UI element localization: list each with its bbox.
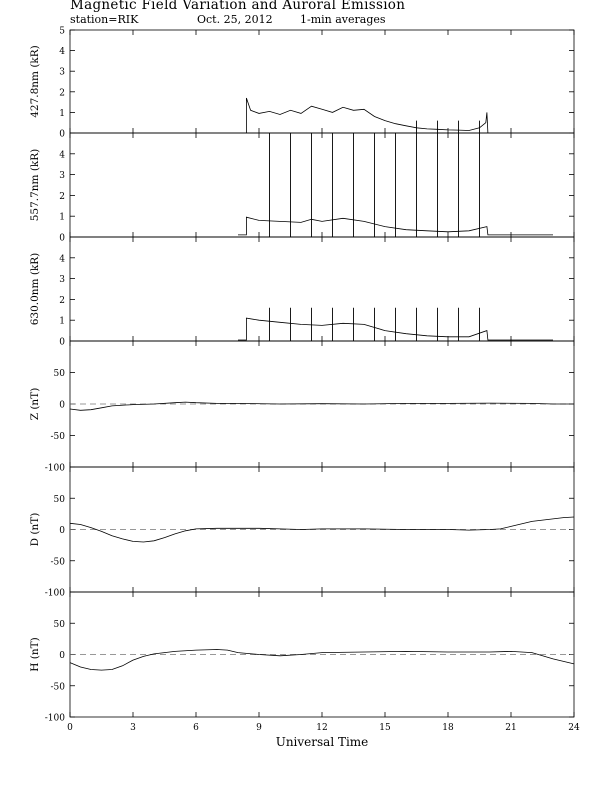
p4278-series-line <box>246 98 488 133</box>
p6300-ylabel: 630.0nm (kR) <box>29 252 41 326</box>
p4278-ytick-label: 5 <box>59 26 65 37</box>
pD-ytick-label: -100 <box>44 588 65 599</box>
p4278-frame <box>70 30 574 133</box>
xtick-label: 12 <box>316 723 328 733</box>
pH-ytick-label: 50 <box>53 619 65 630</box>
p4278-ytick-label: 3 <box>59 67 65 78</box>
pH-ytick-label: -50 <box>50 682 65 693</box>
xtick-label: 18 <box>442 723 454 733</box>
p4278-ytick-label: 1 <box>59 108 65 119</box>
p5577-ylabel: 557.7nm (kR) <box>29 148 41 222</box>
pZ-ytick-label: -50 <box>50 432 65 442</box>
p6300-ytick-label: 3 <box>59 275 65 286</box>
xtick-label: 15 <box>379 723 391 733</box>
xtick-label: 3 <box>130 723 136 733</box>
date-label: Oct. 25, 2012 <box>197 13 273 26</box>
pH-ylabel: H (nT) <box>29 637 41 672</box>
pZ-ylabel: Z (nT) <box>29 387 41 421</box>
p6300-ytick-label: 0 <box>59 337 65 348</box>
station-label: station=RIK <box>70 13 139 26</box>
p5577-ytick-label: 4 <box>59 150 65 161</box>
pZ-series-line <box>70 402 574 410</box>
averaging-label: 1-min averages <box>300 13 386 26</box>
p4278-ytick-label: 2 <box>59 88 65 99</box>
pZ-ytick-label: 0 <box>59 400 65 411</box>
p6300-ytick-label: 4 <box>59 254 65 265</box>
xtick-label: 21 <box>505 723 517 733</box>
pH-ytick-label: -100 <box>44 713 65 724</box>
pD-ytick-label: -50 <box>50 557 65 568</box>
pD-ytick-label: 0 <box>59 526 65 536</box>
xtick-label: 24 <box>568 723 580 733</box>
pH-series-line <box>70 650 574 671</box>
p4278-ytick-label: 0 <box>59 129 65 140</box>
p6300-ytick-label: 1 <box>59 316 65 327</box>
pD-ylabel: D (nT) <box>29 512 41 547</box>
p6300-ytick-label: 2 <box>59 295 65 306</box>
p4278-ytick-label: 4 <box>59 47 65 58</box>
pD-ytick-label: 50 <box>53 494 65 505</box>
xtick-label: 6 <box>193 723 199 733</box>
page-title: Magnetic Field Variation and Auroral Emission <box>70 0 406 13</box>
pZ-ytick-label: 50 <box>53 369 65 379</box>
p5577-ytick-label: 3 <box>59 171 65 182</box>
pZ-ytick-label: -100 <box>44 463 65 474</box>
pH-ytick-label: 0 <box>59 651 65 661</box>
p5577-ytick-label: 1 <box>59 212 65 223</box>
xtick-label: 0 <box>67 723 73 733</box>
p5577-ytick-label: 0 <box>59 233 65 244</box>
x-axis-label: Universal Time <box>275 735 369 749</box>
p5577-ytick-label: 2 <box>59 191 65 202</box>
xtick-label: 9 <box>256 723 262 733</box>
p4278-ylabel: 427.8nm (kR) <box>29 45 41 118</box>
